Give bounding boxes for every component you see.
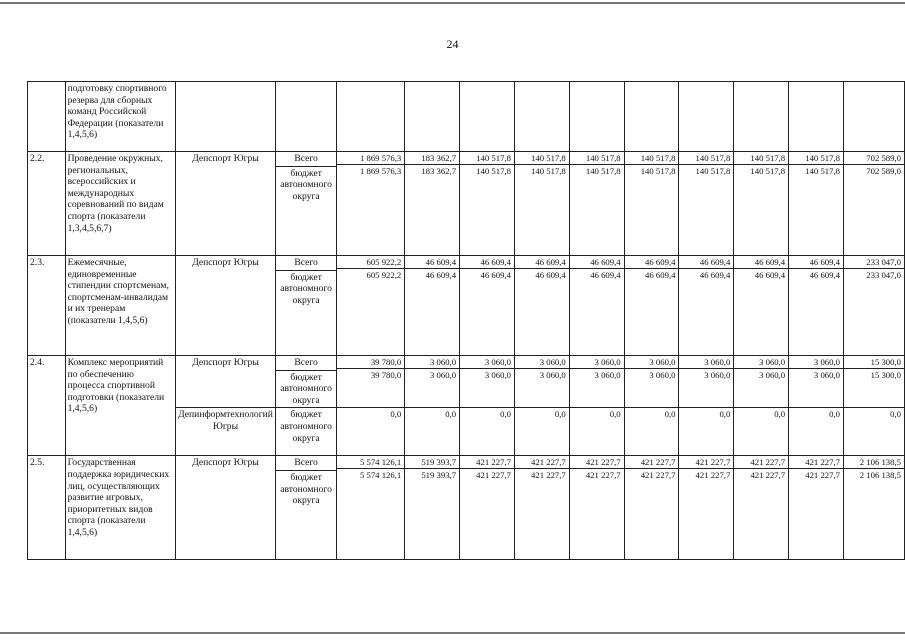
amount-value: 46 609,4 xyxy=(590,270,621,280)
amount-cell xyxy=(514,256,569,356)
funding-source-cell xyxy=(275,408,336,456)
amount-cell xyxy=(337,356,405,408)
amount-value: 0,0 xyxy=(664,409,676,420)
amount-cell xyxy=(843,256,904,356)
amount-value: 0,0 xyxy=(609,409,621,420)
amount-cell xyxy=(405,152,460,256)
amount-value: 421 227,7 xyxy=(570,456,624,469)
amount-value: 421 227,7 xyxy=(640,470,676,481)
amount-value: 3 060,0 xyxy=(405,356,459,369)
amount-cell xyxy=(624,356,679,408)
measure-name-cell: Проведение окружных, региональных, всероссийских и международных соревнований по видам спорта (показатели 1,3,4,5,6,7) xyxy=(65,152,176,256)
funding-source-label: Всего xyxy=(276,356,336,371)
amount-cell xyxy=(405,408,460,456)
amount-value: 183 362,7 xyxy=(405,152,459,165)
amount-value: 140 517,8 xyxy=(585,166,621,176)
amount-value: 605 922,2 xyxy=(366,270,402,280)
amount-value: 2 106 138,5 xyxy=(844,456,904,469)
amount-cell xyxy=(514,456,569,560)
amount-value: 421 227,7 xyxy=(789,456,843,469)
amount-cell xyxy=(679,456,734,560)
amount-value: 140 517,8 xyxy=(679,152,733,165)
amount-value: 421 227,7 xyxy=(625,456,679,469)
amount-value: 183 362,7 xyxy=(421,166,457,176)
amount-cell xyxy=(460,456,515,560)
funding-source-label: Всего xyxy=(276,456,336,471)
amount-value: 3 060,0 xyxy=(813,370,840,380)
funding-source-label: бюджет автономного округа xyxy=(280,371,332,406)
amount-value: 15 300,0 xyxy=(844,356,904,369)
amount-cell xyxy=(734,456,789,560)
amount-cell xyxy=(569,408,624,456)
amount-cell xyxy=(789,456,844,560)
amount-value: 46 609,4 xyxy=(460,256,514,269)
row-number-cell: 2.4. xyxy=(28,356,66,456)
amount-value: 421 227,7 xyxy=(585,470,621,481)
table-row xyxy=(28,356,905,408)
amount-cell xyxy=(460,152,515,256)
amount-value: 3 060,0 xyxy=(704,370,731,380)
amount-value: 2 106 138,5 xyxy=(859,470,901,481)
amount-value: 3 060,0 xyxy=(594,370,621,380)
amount-cell xyxy=(460,356,515,408)
amount-value: 140 517,8 xyxy=(625,152,679,165)
amount-value: 140 517,8 xyxy=(805,166,840,176)
amount-cell xyxy=(624,256,679,356)
table-row xyxy=(28,152,905,256)
amount-cell xyxy=(514,408,569,456)
executor-cell: Депспорт Югры xyxy=(176,456,276,560)
amount-value: 15 300,0 xyxy=(870,370,901,380)
amount-value: 140 517,8 xyxy=(750,166,786,176)
amount-value: 702 589,0 xyxy=(844,152,904,165)
amount-value: 46 609,4 xyxy=(789,256,843,269)
measure-name-cell: Комплекс мероприятий по обеспечению процесса спортивной подготовки (показатели 1,4,5,6) xyxy=(65,356,176,456)
amount-value: 0,0 xyxy=(774,409,786,420)
row-number-cell: 2.3. xyxy=(28,256,66,356)
funding-source-label: бюджет автономного округа xyxy=(280,167,332,202)
amount-value: 421 227,7 xyxy=(460,456,514,469)
amount-value: 3 060,0 xyxy=(679,356,733,369)
amount-value: 39 780,0 xyxy=(337,356,404,369)
funding-source-label: Всего xyxy=(276,152,336,167)
funding-source-cell xyxy=(275,356,336,408)
amount-cell xyxy=(734,356,789,408)
amount-value: 3 060,0 xyxy=(539,370,566,380)
amount-cell xyxy=(843,456,904,560)
amount-value: 3 060,0 xyxy=(625,356,679,369)
amount-cell xyxy=(734,256,789,356)
funding-source-label: бюджет автономного округа xyxy=(280,409,332,444)
amount-value: 421 227,7 xyxy=(531,470,566,481)
row-number-cell: 2.5. xyxy=(28,456,66,560)
amount-cell xyxy=(569,152,624,256)
amount-value: 5 574 126,1 xyxy=(359,470,402,481)
measure-name-cell: Ежемесячные, единовременные стипендии спортсменам, спортсменам-инвалидам и их тренерам (показатели 1,4,5,6) xyxy=(65,256,176,356)
amount-cell xyxy=(337,456,405,560)
amount-value: 46 609,4 xyxy=(425,270,457,280)
scan-top-edge xyxy=(0,2,905,4)
executor-cell: Депинформтехнологий Югры xyxy=(176,408,276,456)
amount-cell xyxy=(624,152,679,256)
amount-cell xyxy=(679,408,734,456)
table-row xyxy=(28,456,905,560)
amount-value: 46 609,4 xyxy=(754,270,786,280)
amount-value: 46 609,4 xyxy=(570,256,624,269)
amount-cell xyxy=(789,152,844,256)
amount-value: 421 227,7 xyxy=(679,456,733,469)
page-number: 24 xyxy=(446,37,459,51)
amount-cell xyxy=(337,256,405,356)
amount-value: 140 517,8 xyxy=(531,166,566,176)
amount-cell xyxy=(460,408,515,456)
amount-value: 3 060,0 xyxy=(649,370,676,380)
amount-cell xyxy=(514,356,569,408)
amount-value: 140 517,8 xyxy=(460,152,514,165)
amount-value: 3 060,0 xyxy=(460,356,514,369)
amount-cell xyxy=(569,456,624,560)
row-number-cell: 2.2. xyxy=(28,152,66,256)
amount-cell xyxy=(569,256,624,356)
amount-value: 421 227,7 xyxy=(476,470,511,481)
amount-cell xyxy=(789,408,844,456)
amount-cell xyxy=(679,152,734,256)
amount-value: 46 609,4 xyxy=(515,256,569,269)
amount-value: 0,0 xyxy=(500,409,511,420)
amount-value: 140 517,8 xyxy=(734,152,788,165)
executor-cell: Депспорт Югры xyxy=(176,152,276,256)
amount-value: 46 609,4 xyxy=(625,256,679,269)
amount-value: 140 517,8 xyxy=(695,166,731,176)
scan-bottom-edge xyxy=(0,632,905,634)
amount-value: 46 609,4 xyxy=(405,256,459,269)
amount-value: 39 780,0 xyxy=(370,370,402,380)
amount-cell xyxy=(405,256,460,356)
amount-value: 421 227,7 xyxy=(805,470,840,481)
amount-cell xyxy=(843,356,904,408)
amount-value: 3 060,0 xyxy=(484,370,511,380)
table-row xyxy=(28,256,905,356)
amount-value: 140 517,8 xyxy=(789,152,843,165)
amount-cell xyxy=(405,456,460,560)
amount-value: 0,0 xyxy=(554,409,566,420)
amount-value: 140 517,8 xyxy=(640,166,676,176)
amount-value: 3 060,0 xyxy=(734,356,788,369)
measure-name-cell: подготовку спортивного резерва для сборных команд Российской Федерации (показатели 1,4,5,6) xyxy=(65,82,176,152)
amount-value: 421 227,7 xyxy=(734,456,788,469)
amount-value: 46 609,4 xyxy=(535,270,566,280)
amount-value: 3 060,0 xyxy=(759,370,786,380)
amount-cell xyxy=(514,152,569,256)
amount-value: 0,0 xyxy=(719,409,731,420)
amount-value: 46 609,4 xyxy=(480,270,511,280)
amount-cell xyxy=(460,256,515,356)
amount-value: 0,0 xyxy=(890,409,901,420)
amount-cell xyxy=(337,408,405,456)
amount-cell xyxy=(679,356,734,408)
amount-cell xyxy=(624,408,679,456)
amount-value: 702 589,0 xyxy=(866,166,901,176)
amount-value: 1 869 576,3 xyxy=(359,166,402,176)
funding-source-cell xyxy=(275,456,336,560)
amount-value: 46 609,4 xyxy=(699,270,731,280)
amount-value: 233 047,0 xyxy=(844,256,904,269)
amount-value: 0,0 xyxy=(390,409,402,420)
amount-value: 3 060,0 xyxy=(515,356,569,369)
amount-value: 5 574 126,1 xyxy=(337,456,404,469)
row-number-cell xyxy=(28,82,66,152)
amount-value: 519 393,7 xyxy=(421,470,457,481)
amount-cell xyxy=(734,408,789,456)
amount-value: 46 609,4 xyxy=(645,270,676,280)
amount-value: 46 609,4 xyxy=(679,256,733,269)
funding-source-label: бюджет автономного округа xyxy=(280,471,332,507)
funding-source-cell xyxy=(275,256,336,356)
funding-source-label: бюджет автономного округа xyxy=(280,271,332,306)
amount-value: 605 922,2 xyxy=(337,256,404,269)
amount-value: 140 517,8 xyxy=(570,152,624,165)
amount-cell xyxy=(679,256,734,356)
budget-table xyxy=(27,81,905,560)
amount-value: 140 517,8 xyxy=(476,166,511,176)
executor-cell: Депспорт Югры xyxy=(176,256,276,356)
funding-source-label: Всего xyxy=(276,256,336,271)
amount-cell xyxy=(337,152,405,256)
amount-value: 46 609,4 xyxy=(809,270,840,280)
amount-value: 519 393,7 xyxy=(405,456,459,469)
amount-cell xyxy=(843,408,904,456)
executor-cell: Депспорт Югры xyxy=(176,356,276,408)
amount-cell xyxy=(843,152,904,256)
amount-value: 3 060,0 xyxy=(789,356,843,369)
amount-value: 233 047,0 xyxy=(866,270,901,280)
amount-value: 421 227,7 xyxy=(750,470,786,481)
table-row xyxy=(28,82,905,152)
amount-value: 1 869 576,3 xyxy=(337,152,404,165)
amount-cell xyxy=(734,152,789,256)
amount-cell xyxy=(789,356,844,408)
amount-cell xyxy=(569,356,624,408)
amount-cell xyxy=(789,256,844,356)
measure-name-cell: Государственная поддержка юридических лиц, осуществляющих развитие игровых, приоритетных видов спорта (показатели 1,4,5,6) xyxy=(65,456,176,560)
amount-value: 421 227,7 xyxy=(695,470,731,481)
funding-source-cell xyxy=(275,152,336,256)
amount-cell xyxy=(624,456,679,560)
amount-value: 140 517,8 xyxy=(515,152,569,165)
amount-value: 0,0 xyxy=(445,409,457,420)
amount-value: 3 060,0 xyxy=(430,370,457,380)
amount-cell xyxy=(405,356,460,408)
amount-value: 3 060,0 xyxy=(570,356,624,369)
amount-value: 0,0 xyxy=(829,409,840,420)
amount-value: 46 609,4 xyxy=(734,256,788,269)
amount-value: 421 227,7 xyxy=(515,456,569,469)
